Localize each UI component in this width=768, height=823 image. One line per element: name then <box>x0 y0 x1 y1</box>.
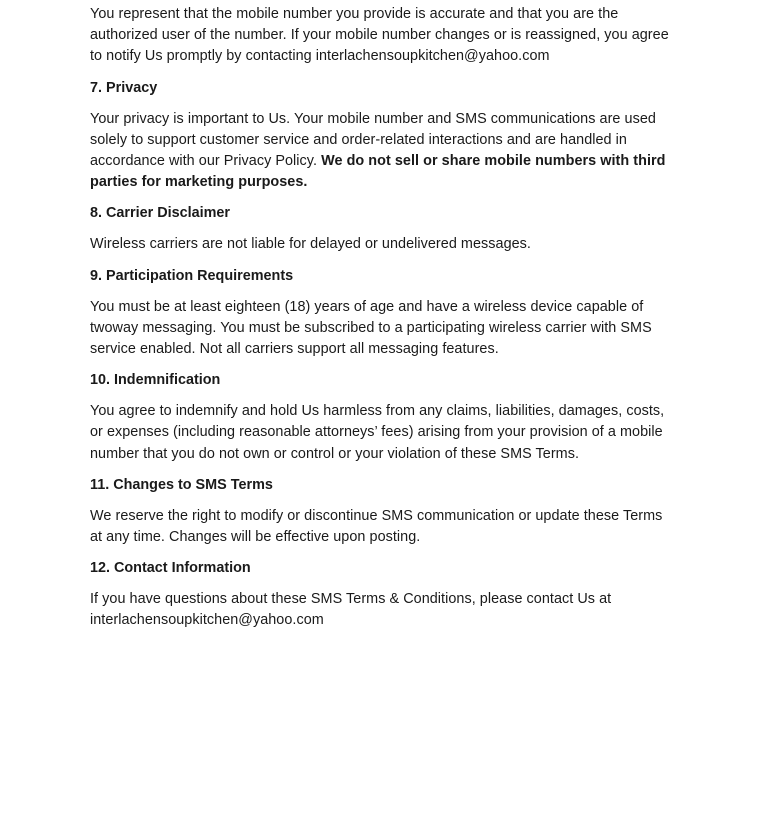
changes-heading: 11. Changes to SMS Terms <box>90 476 273 493</box>
carrier-paragraph: Wireless carriers are not liable for delayed or undelivered messages. <box>90 236 531 253</box>
changes-paragraph: We reserve the right to modify or discontinue SMS communication or update these Terms at any time. Changes will be effective upon posting. <box>90 507 663 546</box>
participation-paragraph: You must be at least eighteen (18) years of age and have a wireless device capable of twoway messaging. You must be subscribed to a participating wireless carrier with SMS service enabled. Not all carriers support all messaging features. <box>90 298 652 358</box>
carrier-heading: 8. Carrier Disclaimer <box>90 205 230 222</box>
privacy-paragraph <box>90 109 672 194</box>
privacy-bold-text: We do not sell or share mobile numbers with third parties for marketing purposes. <box>90 153 666 191</box>
privacy-heading: 7. Privacy <box>90 79 158 96</box>
contact-paragraph: If you have questions about these SMS Terms & Conditions, please contact Us at interlachensoupkitchen@yahoo.com <box>90 591 612 629</box>
indemnification-heading: 10. Indemnification <box>90 372 221 389</box>
intro-paragraph: You represent that the mobile number you provide is accurate and that you are the authorized user of the number. If your mobile number changes or is reassigned, you agree to notify Us promptly by contacting interlachensoupkitchen@yahoo.com <box>90 6 669 65</box>
indemnification-paragraph: You agree to indemnify and hold Us harmless from any claims, liabilities, damages, costs, or expenses (including reasonable attorneys’ fees) arising from your provision of a mobile number that you do not own or control or your violation of these SMS Terms. <box>90 403 665 462</box>
privacy-text: Your privacy is important to Us. Your mobile number and SMS communications are used solely to support customer service and order-related interactions and are handled in accordance with our Privacy Policy. <box>90 110 656 170</box>
terms-document <box>90 4 672 642</box>
contact-heading: 12. Contact Information <box>90 560 251 577</box>
participation-heading: 9. Participation Requirements <box>90 267 294 284</box>
